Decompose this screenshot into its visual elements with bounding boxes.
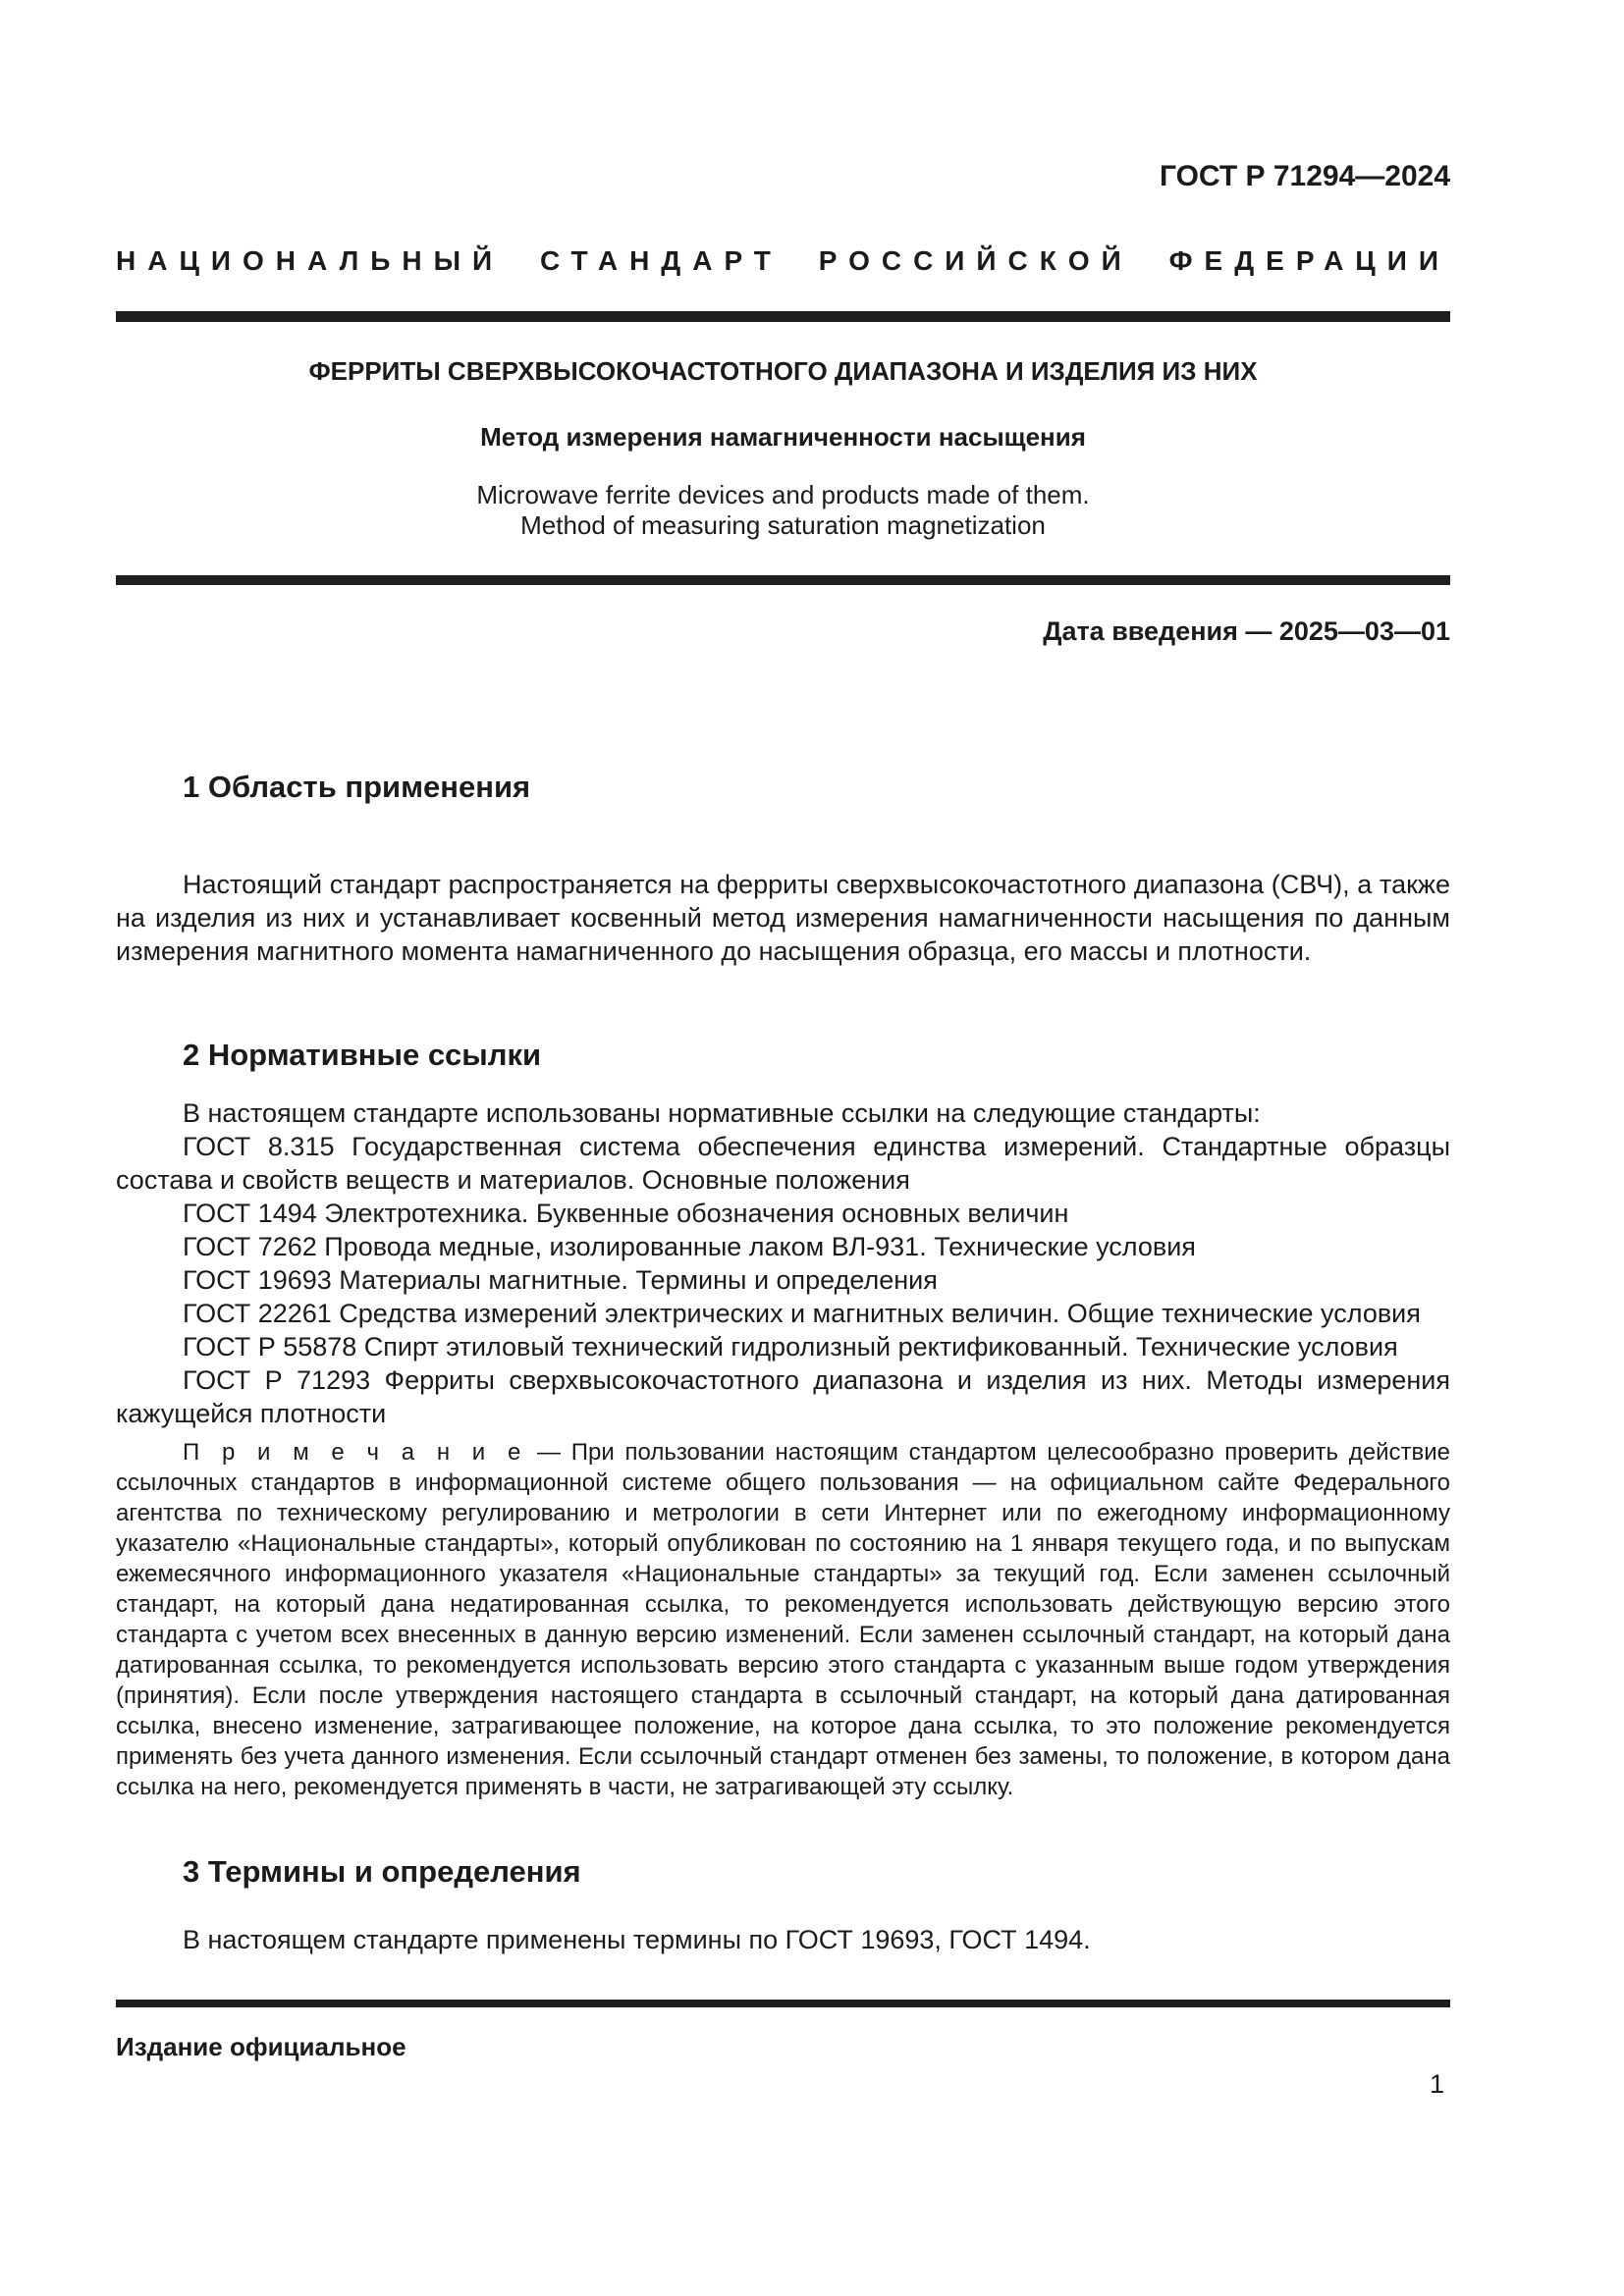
reference-item: ГОСТ 19693 Материалы магнитные. Термины и определения — [183, 1265, 938, 1295]
doc-number: ГОСТ Р 71294—2024 — [1159, 160, 1450, 192]
title-en-line1: Microwave ferrite devices and products made of them. — [476, 480, 1090, 509]
reference-item: ГОСТ Р 71293 Ферриты сверхвысокочастотного диапазона и изделия из них. Методы измерения кажущейся плотности — [116, 1365, 1450, 1428]
reference-item: ГОСТ 7262 Провода медные, изолированные лаком ВЛ-931. Технические условия — [183, 1232, 1196, 1261]
edition-note: Издание официальное — [116, 2032, 406, 2061]
note-label: П р и м е ч а н и е — [183, 1439, 527, 1466]
header-rule — [116, 311, 1450, 322]
reference-item: ГОСТ 22261 Средства измерений электрических и магнитных величин. Общие технические условия — [183, 1299, 1421, 1328]
title-en-line2: Method of measuring saturation magnetization — [520, 510, 1046, 540]
document-title-ru: ФЕРРИТЫ СВЕРХВЫСОКОЧАСТОТНОГО ДИАПАЗОНА И ИЗДЕЛИЯ ИЗ НИХ — [308, 356, 1258, 386]
paragraph: В настоящем стандарте применены термины по ГОСТ 19693, ГОСТ 1494. — [183, 1925, 1091, 1954]
section-heading-scope: 1 Область применения — [183, 770, 531, 804]
footer-rule — [116, 2000, 1450, 2007]
title-rule — [116, 575, 1450, 585]
note-text: — При пользовании настоящим стандартом целесообразно проверить действие ссылочных стандартов в информационной системе общего пользования — на официальном сайте Федерального агентства по техническому регулированию и метрологии в сети Интернет или по ежегодному информационному указателю «Национальные стандарты», который опубликован по состоянию на 1 января текущего года, и по выпускам ежемесячного информационного указателя «Национальные стандарты» за текущий год. Если заменен ссылочный стандарт, на который дана недатированная ссылка, то рекомендуется использовать действующую версию этого стандарта с учетом всех внесенных в данную версию изменений. Если заменен ссылочный стандарт, на который дана датированная ссылка, то рекомендуется использовать версию этого стандарта с указанным выше годом утверждения (принятия). Если после утверждения настоящего стандарта в ссылочный стандарт, на который дана датированная ссылка, внесено изменение, затрагивающее положение, на которое дана ссылка, то это положение рекомендуется применять без учета данного изменения. Если ссылочный стандарт отменен без замены, то положение, в котором дана ссылка на него, рекомендуется применять в части, не затрагивающей эту ссылку. — [116, 1439, 1450, 1800]
reference-item: ГОСТ 1494 Электротехника. Буквенные обозначения основных величин — [183, 1199, 1069, 1228]
paragraph: Настоящий стандарт распространяется на ферриты сверхвысокочастотного диапазона (СВЧ), а также на изделия из них и устанавливает косвенный метод измерения намагниченности насыщения по данным измерения магнитного момента намагниченного до насыщения образца, его массы и плотности. — [116, 870, 1450, 966]
section-heading-terms: 3 Термины и определения — [183, 1854, 581, 1889]
section-terms-body — [116, 1923, 1450, 1956]
reference-item: ГОСТ Р 55878 Спирт этиловый технический гидролизный ректификованный. Технические условия — [183, 1332, 1398, 1362]
document-subtitle-ru: Метод измерения намагниченности насыщения — [480, 422, 1086, 452]
paragraph: В настоящем стандарте использованы нормативные ссылки на следующие стандарты: — [183, 1098, 1261, 1128]
section-references-body — [116, 1096, 1450, 1430]
section-heading-references: 2 Нормативные ссылки — [183, 1038, 542, 1072]
document-title-en — [116, 480, 1450, 541]
references-note — [116, 1437, 1450, 1802]
effective-date: Дата введения — 2025—03—01 — [1043, 616, 1450, 646]
page-number: 1 — [1429, 2069, 1444, 2099]
standard-type-title: НАЦИОНАЛЬНЫЙ СТАНДАРТ РОССИЙСКОЙ ФЕДЕРАЦИИ — [116, 245, 1450, 276]
section-scope-body — [116, 868, 1450, 968]
reference-item: ГОСТ 8.315 Государственная система обеспечения единства измерений. Стандартные образцы состава и свойств веществ и материалов. Основные положения — [116, 1132, 1450, 1195]
